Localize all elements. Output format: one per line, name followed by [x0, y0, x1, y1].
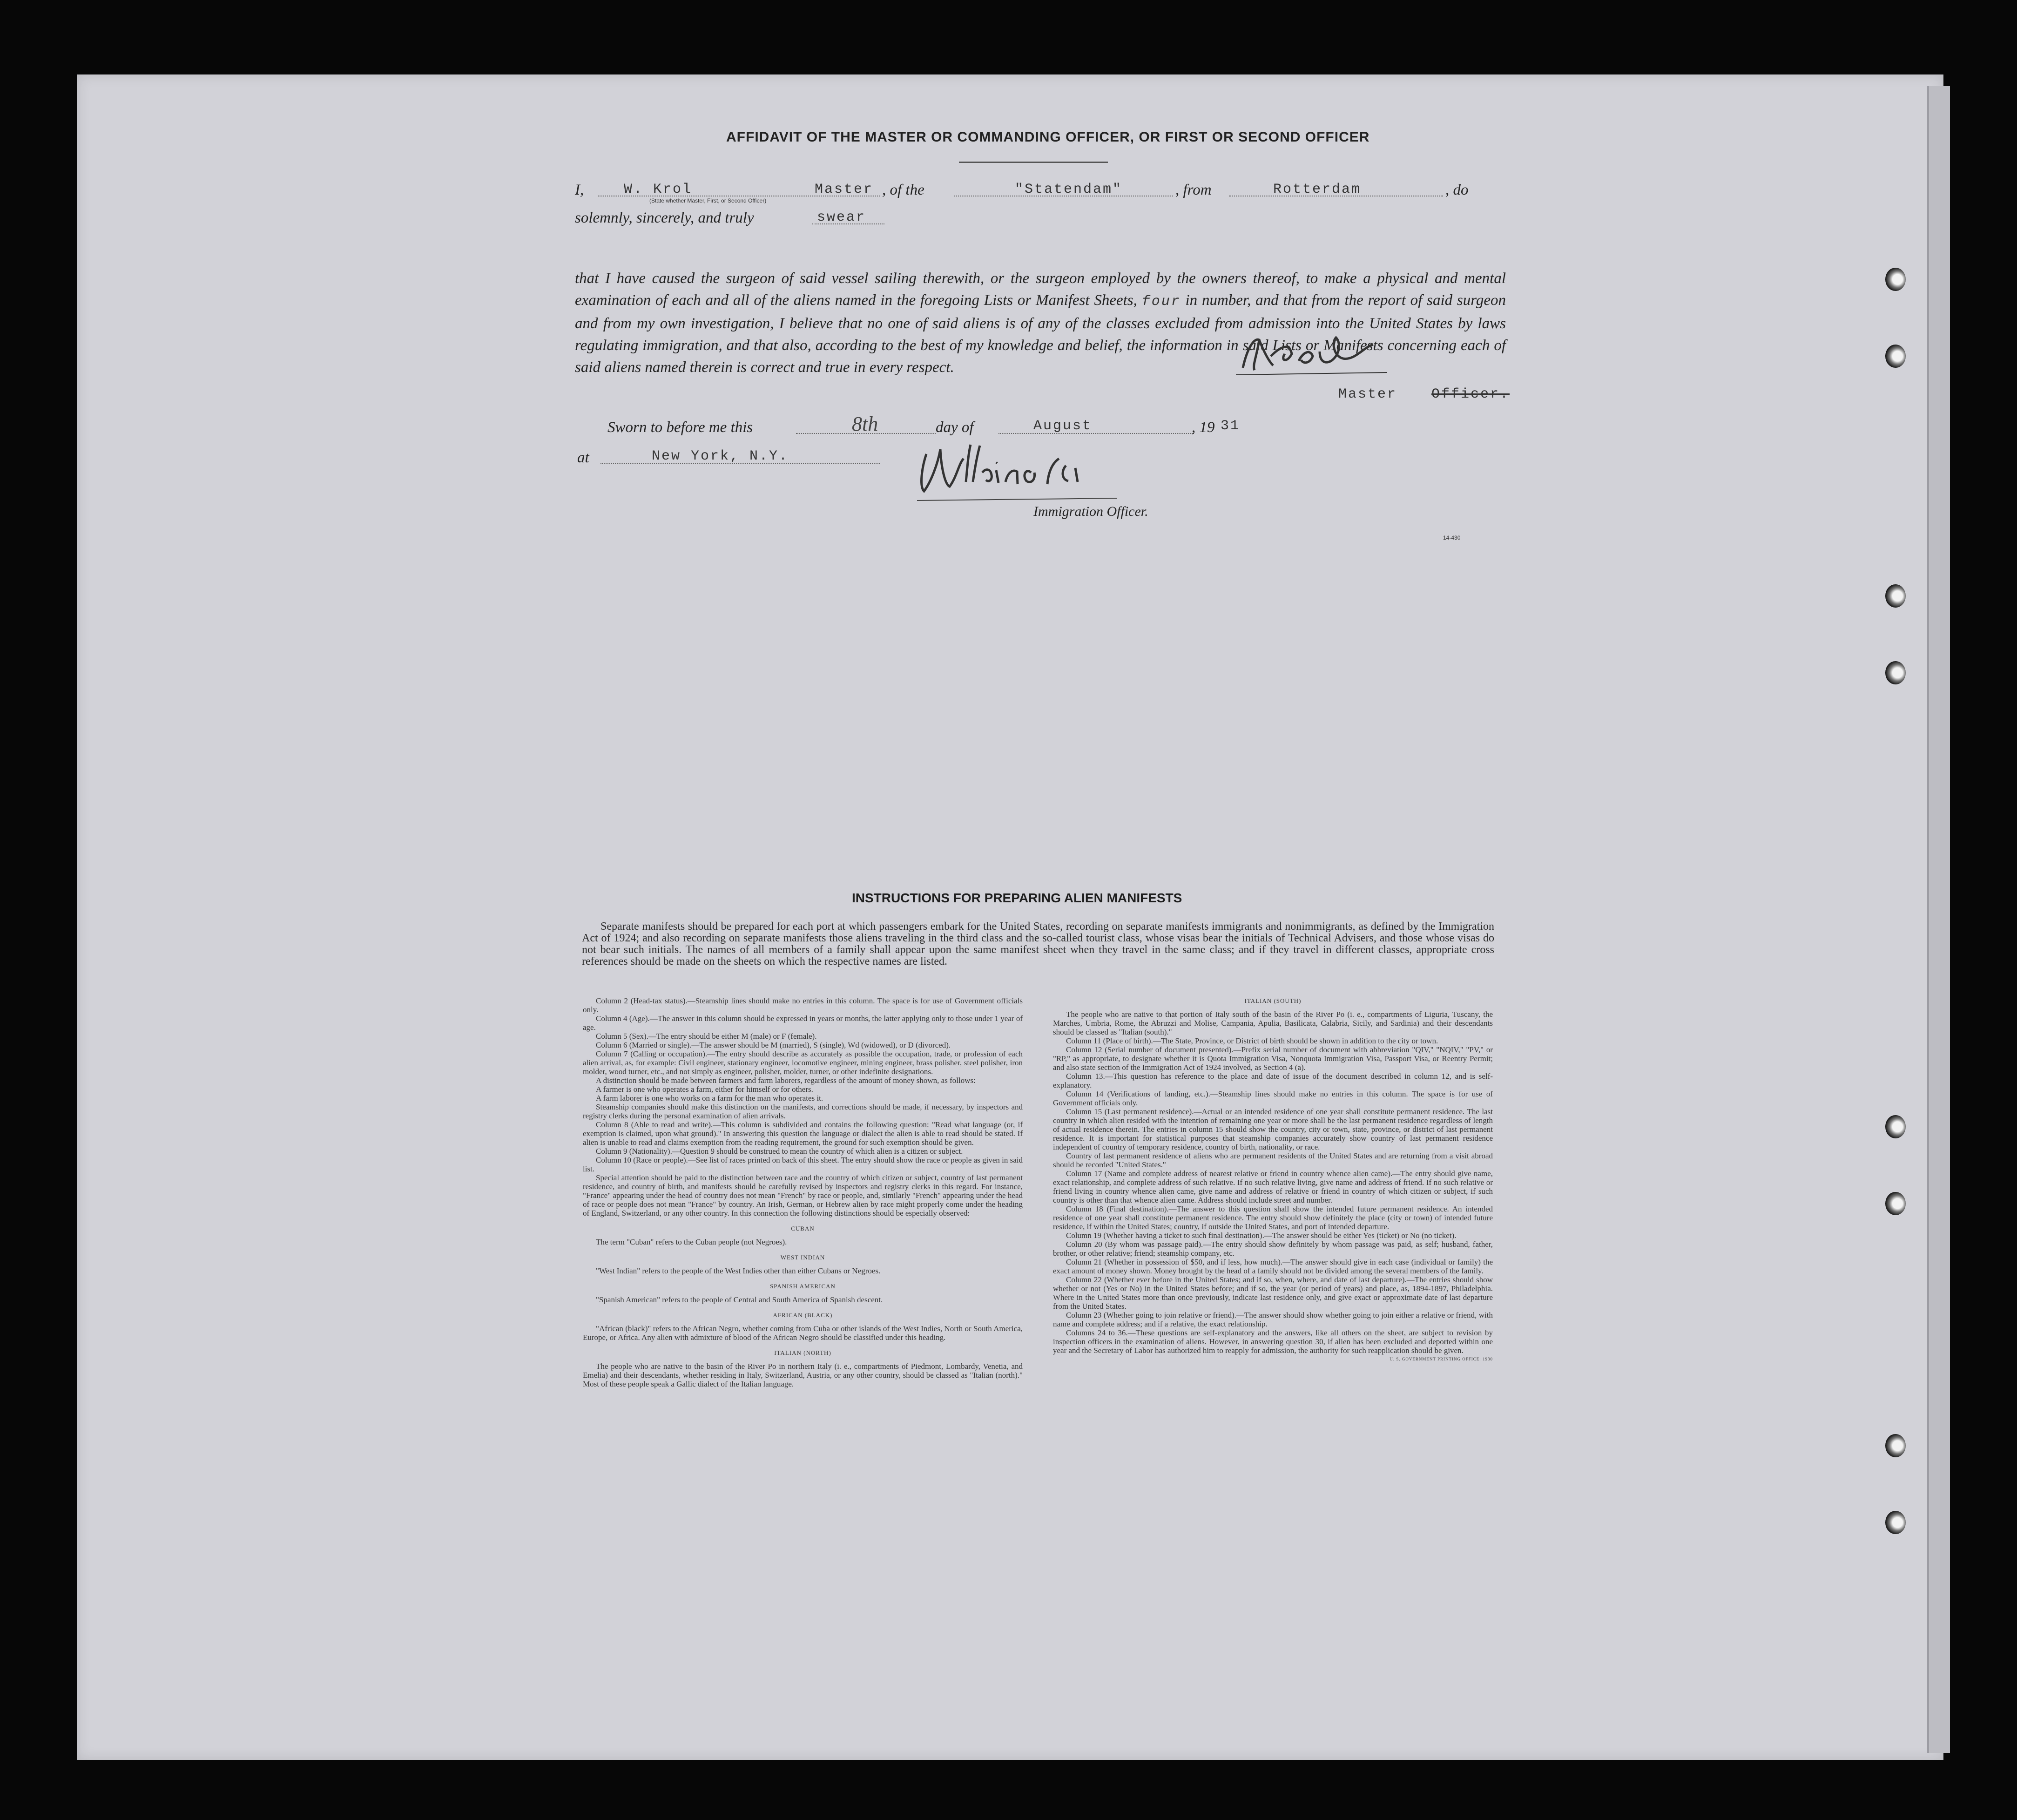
officer-signature: [912, 440, 1122, 510]
punch-hole-icon: [1885, 661, 1906, 684]
section-heading: CUBAN: [791, 1225, 815, 1232]
affidavit-of-the: , of the: [882, 182, 924, 198]
punch-hole-icon: [1885, 345, 1906, 368]
title-rule: [959, 162, 1108, 163]
master-signature: [1234, 328, 1429, 379]
officer-title: Immigration Officer.: [1033, 504, 1148, 519]
instructions-left-column: [583, 996, 1023, 1388]
paragraph: Columns 24 to 36.—These questions are self-explanatory and the answers, like all others on the sheet, are subject to revision by inspection officers in the examination of aliens. However, in answering question 30, if alien has been excluded and deported within one year and the Secretary of Labor has authorized him to reapply for admission, the authority for such reapplication should be given.: [1053, 1328, 1493, 1355]
sworn-month: August: [1033, 418, 1093, 434]
section-heading: ITALIAN (NORTH): [774, 1349, 831, 1356]
place: New York, N.Y.: [652, 448, 789, 464]
affidavit-from: , from: [1175, 182, 1212, 198]
page-edge: [1927, 86, 1950, 1753]
punch-hole-icon: [1885, 1434, 1906, 1457]
paragraph: Column 10 (Race or people).—See list of races printed on back of this sheet. The entry should show the race or people as given in said list.: [583, 1156, 1023, 1173]
form-number: 14-430: [1443, 534, 1461, 541]
paragraph: A distinction should be made between farmers and farm laborers, regardless of the amount of money shown, as follows:: [596, 1076, 976, 1085]
paragraph: "African (black)" refers to the African Negro, whether coming from Cuba or other islands of the West Indies, North or South America, Europe, or Africa. Any alien with admixture of blood of the African Negro should be classified under this heading.: [583, 1324, 1023, 1342]
signer-struck: Officer.: [1431, 386, 1510, 402]
printer-imprint: U. S. GOVERNMENT PRINTING OFFICE: 1930: [1390, 1357, 1493, 1361]
paragraph: Column 18 (Final destination).—The answer to this question shall show the intended future permanent residence. An intended residence of one year shall constitute permanent residence. The entry should show definitely the place (city or town) of intended future residence, if within the United States; country, if outside the United States, and port of intended departure.: [1053, 1204, 1493, 1231]
paragraph: Steamship companies should make this distinction on the manifests, and corrections should be made, if necessary, by inspectors and registry clerks during the personal examination of alien arrivals.: [583, 1103, 1023, 1120]
paragraph: Column 6 (Married or single).—The answer should be M (married), S (single), Wd (widowed), or D (divorced).: [596, 1041, 951, 1049]
section-heading: ITALIAN (SOUTH): [1244, 997, 1302, 1004]
paragraph: Column 22 (Whether ever before in the United States; and if so, when, where, and date of last departure).—The entries should show whether or not (Yes or No) in the United States before; and if so, the year (or period of years) and place, as, 1894-1897, Philadelphia. Where in the United States more than once previously, indicate last residence only, and give exact or approximate date of last departure from the United States.: [1053, 1275, 1493, 1311]
section-heading: AFRICAN (BLACK): [773, 1312, 833, 1319]
paragraph: A farm laborer is one who works on a farm for the man who operates it.: [596, 1094, 823, 1103]
paragraph: Column 13.—This question has reference to the place and date of issue of the document described in column 12, and is self-explanatory.: [1053, 1072, 1493, 1089]
paragraph: Column 17 (Name and complete address of nearest relative or friend in country whence alien came).—The entry should give name, exact relationship, and complete address of such relative. If no such relative living, give name and address of friend. If no such relative or friend living in country whence alien came, give name and address of relative or friend in country of which citizen or subject, if such country is other than that whence alien came. Address should include street and number.: [1053, 1169, 1493, 1204]
ship-name: "Statendam": [1015, 182, 1123, 197]
paragraph: Column 21 (Whether in possession of $50, and if less, how much).—The answer should give in each case (individual or family) the exact amount of money shown. Money brought by the head of a family should not be divided among the several members of the family.: [1053, 1258, 1493, 1275]
punch-hole-icon: [1885, 584, 1906, 608]
paragraph: Column 8 (Able to read and write).—This column is subdivided and contains the following question: "Read what language (or, if exemption is claimed, upon what ground)." In answering this question the language or dialect the alien is able to read should be stated. If alien is unable to read and claims exemption from the reading requirement, the ground for such exemption should be given.: [583, 1120, 1023, 1147]
paragraph: Column 5 (Sex).—The entry should be either M (male) or F (female).: [596, 1032, 817, 1041]
instructions-intro: Separate manifests should be prepared for each port at which passengers embark for the United States, recording on separate manifests immigrants and nonimmigrants, as defined by the Immigration Act of 1924; and also recording on separate manifests those aliens traveling in the third class and the so-called tourist class, whose visas bear the initials of Technical Advisers, and those whose visas do not bear such initials. The names of all members of a family shall appear upon the same manifest sheet when they travel in the same class; and if they travel in different classes, appropriate cross references should be made on the sheets on which the respective names are listed.: [582, 920, 1494, 968]
instructions-title: INSTRUCTIONS FOR PREPARING ALIEN MANIFESTS: [852, 891, 1182, 905]
signer-title: Master: [1338, 386, 1397, 402]
affidavit-i: I,: [575, 182, 584, 198]
instructions-right-column: [1053, 996, 1493, 1364]
master-name: W. Krol: [624, 182, 693, 197]
oath-word: swear: [817, 210, 866, 225]
affidavit-solemnly: solemnly, sincerely, and truly: [575, 210, 754, 226]
paragraph: Column 14 (Verifications of landing, etc.).—Steamship lines should make no entries in this column. The space is for use of Government officials only.: [1053, 1089, 1493, 1107]
paragraph: A farmer is one who operates a farm, either for himself or for others.: [596, 1085, 813, 1094]
paragraph: "Spanish American" refers to the people of Central and South America of Spanish descent.: [596, 1295, 883, 1304]
paragraph: The people who are native to that portion of Italy south of the basin of the River Po (i. e., compartments of Liguria, Tuscany, the Marches, Umbria, Rome, the Abruzzi and Molise, Campania, Apulia, Basilicata, Calabria, Sicily, and Sardinia) and their descendants should be classed as "Italian (south).": [1053, 1010, 1493, 1036]
paragraph: Column 2 (Head-tax status).—Steamship lines should make no entries in this column. The space is for use of Government officials only.: [583, 996, 1023, 1014]
paragraph: The term "Cuban" refers to the Cuban people (not Negroes).: [596, 1238, 787, 1246]
at-label: at: [577, 449, 589, 466]
affidavit-text-1: that I have caused the surgeon of said vessel sailing therewith, or the surgeon employed by the owners thereof, to make a physical and mental examination of each and all of the aliens named in the foregoing Lists or Manifest Sheets,: [575, 270, 1506, 309]
sheet-count: four: [1141, 294, 1181, 310]
punch-hole-icon: [1885, 1192, 1906, 1215]
paragraph: Column 11 (Place of birth).—The State, Province, or District of birth should be shown in addition to the city or town.: [1066, 1036, 1438, 1045]
section-heading: WEST INDIAN: [780, 1254, 825, 1261]
port-name: Rotterdam: [1273, 182, 1362, 197]
sworn-day: 8th: [852, 413, 878, 435]
paragraph: Column 20 (By whom was passage paid).—The entry should show definitely by whom passage was paid, as self; husband, father, brother, or other relative; friend; steamship company, etc.: [1053, 1240, 1493, 1258]
punch-hole-icon: [1885, 1115, 1906, 1138]
paragraph: Column 12 (Serial number of document presented).—Prefix serial number of document with abbreviation "QIV," "NQIV," "PV," or "RP," as appropriate, to designate whether it is Quota Immigration Visa, Nonquota Immigration Visa, Passport Visa, or Reentry Permit; and also state section of the Immigration Act of 1924 involved, as Section 4 (a).: [1053, 1045, 1493, 1072]
day-of: day of: [936, 419, 974, 436]
affidavit-do: , do: [1445, 182, 1469, 198]
paragraph: Special attention should be paid to the distinction between race and the country of which citizen or subject, country of last permanent residence, and country of birth, and manifests should be carefully revised by inspectors and registry clerks in this regard. For instance, "France" appearing under the head of country does not mean "French" by race or people, and, similarly "French" appearing under the head of race or people does not mean "France" by country. An Irish, German, or Hebrew alien by race might properly come under the heading of England, Switzerland, or any other country. In this connection the following distinctions should be especially observed:: [583, 1173, 1023, 1218]
paragraph: Country of last permanent residence of aliens who are permanent residents of the United States and are returning from a visit abroad should be recorded "United States.": [1053, 1151, 1493, 1169]
sworn-year: 31: [1221, 418, 1241, 434]
affidavit-title: AFFIDAVIT OF THE MASTER OR COMMANDING OFFICER, OR FIRST OR SECOND OFFICER: [726, 129, 1370, 145]
punch-hole-icon: [1885, 1511, 1906, 1534]
paragraph: Column 19 (Whether having a ticket to such final destination).—The answer should be either Yes (ticket) or No (no ticket).: [1066, 1231, 1457, 1240]
paragraph: Column 7 (Calling or occupation).—The entry should describe as accurately as possible the occupation, trade, or profession of each alien arrival, as, for example: Civil engineer, stationary engineer, locomotive engineer, mining engineer, brass polisher, steel polisher, iron molder, wood turner, etc., and not simply as engineer, polisher, molder, turner, or other indefinite designations.: [583, 1049, 1023, 1076]
section-heading: SPANISH AMERICAN: [770, 1283, 836, 1290]
month-line: [998, 433, 1194, 434]
affidavit-text-2: in number, and that from the report of said surgeon and from my own investigation, I believe that no one of said aliens is of any of the classes excluded from admission into the United States by laws regulating immigration, and that also, according to the best of my knowledge and belief, the information in said Lists or Manifests concerning each of said aliens named therein is correct and true in every respect.: [575, 292, 1506, 376]
master-rank: Master: [815, 182, 874, 197]
paragraph: Column 23 (Whether going to join relative or friend).—The answer should show whether going to join either a relative or friend, with name and complete address; and if a relative, the exact relationship.: [1053, 1311, 1493, 1328]
paragraph: The people who are native to the basin of the River Po in northern Italy (i. e., compartments of Piedmont, Lombardy, Venetia, and Emelia) and their descendants, whether residing in Italy, Switzerland, Austria, or any other country, should be classed as "Italian (north)." Most of these people speak a Gallic dialect of the Italian language.: [583, 1362, 1023, 1388]
paragraph: Column 9 (Nationality).—Question 9 should be construed to mean the country of which alien is a citizen or subject.: [596, 1147, 963, 1156]
rank-note: (State whether Master, First, or Second Officer): [649, 197, 767, 204]
sworn-text: Sworn to before me this: [607, 419, 753, 436]
paragraph: Column 15 (Last permanent residence).—Actual or an intended residence of one year shall constitute permanent residence. The last country in which alien resided with the intention of remaining one year or more shall be the last permanent residence regardless of length of actual residence therein. The entries in column 15 should show the country, city or town, state, province, or district of last permanent residence. It is important for statistical purposes that steamship companies accurately show country of last permanent residence independent of country of temporary residence, country of birth, nationality, or race.: [1053, 1107, 1493, 1151]
year-prefix: , 19: [1192, 419, 1215, 436]
punch-hole-icon: [1885, 268, 1906, 291]
paragraph: "West Indian" refers to the people of the West Indies other than either Cubans or Negroes.: [596, 1266, 881, 1275]
paragraph: Column 4 (Age).—The answer in this column should be expressed in years or months, the latter applying only to those under 1 year of age.: [583, 1014, 1023, 1032]
